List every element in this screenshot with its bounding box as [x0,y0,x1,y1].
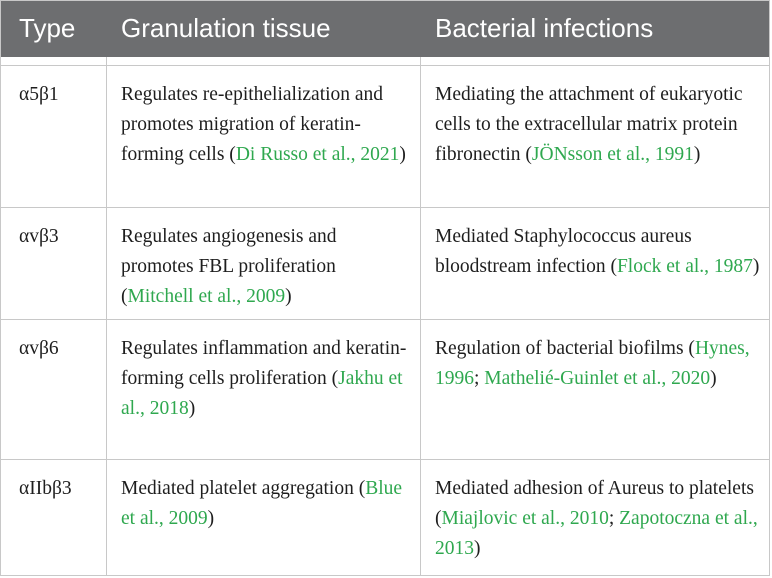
citation-link[interactable]: Di Russo et al., 2021 [235,144,400,165]
granulation-cell: Regulates angiogenesis and promotes FBL proliferation (Mitchell et al., 2009) [121,226,337,307]
granulation-cell: Regulates inflammation and keratin-forming cells proliferation (Jakhu et al., 2018) [121,338,407,419]
header-granulation-tissue: Granulation tissue [121,13,331,43]
type-cell: αvβ6 [19,338,59,359]
type-cell: αIIbβ3 [19,478,72,499]
citation-link[interactable]: Mitchell et al., 2009 [127,286,286,307]
column-divider [420,57,421,575]
citation-link[interactable]: JÖNsson et al., 1991 [531,144,694,165]
table-row [1,459,769,575]
table-row [1,207,769,319]
header-bacterial-infections: Bacterial infections [435,13,654,43]
granulation-cell: Regulates re-epithelialization and promotes migration of keratin-forming cells (Di Russo et al., 2021) [121,84,406,165]
bacterial-cell: Regulation of bacterial biofilms (Hynes, 1996; Mathelié-Guinlet et al., 2020) [435,338,750,389]
citation-link[interactable]: Mathelié-Guinlet et al., 2020 [484,368,711,389]
citation-link[interactable]: Blue et al., 2009 [121,478,403,529]
table-header [1,1,769,57]
table-row [1,319,769,459]
bacterial-cell: Mediating the attachment of eukaryotic cells to the extracellular matrix protein fibronectin (JÖNsson et al., 1991) [435,84,743,165]
granulation-cell: Mediated platelet aggregation (Blue et al., 2009) [121,478,403,529]
column-divider [106,57,107,575]
bacterial-cell: Mediated adhesion of Aureus to platelets (Miajlovic et al., 2010; Zapotoczna et al., 2013) [435,478,758,559]
citation-link[interactable]: Flock et al., 1987 [616,256,753,277]
type-cell: α5β1 [19,84,59,105]
citation-link[interactable]: Hynes, 1996 [435,338,750,389]
header-type: Type [19,13,76,43]
table-row [1,65,769,207]
bacterial-cell: Mediated Staphylococcus aureus bloodstream infection (Flock et al., 1987) [435,226,760,277]
type-cell: αvβ3 [19,226,59,247]
citation-link[interactable]: Zapotoczna et al., 2013 [435,508,758,559]
citation-link[interactable]: Jakhu et al., 2018 [121,368,403,419]
citation-link[interactable]: Miajlovic et al., 2010 [441,508,609,529]
